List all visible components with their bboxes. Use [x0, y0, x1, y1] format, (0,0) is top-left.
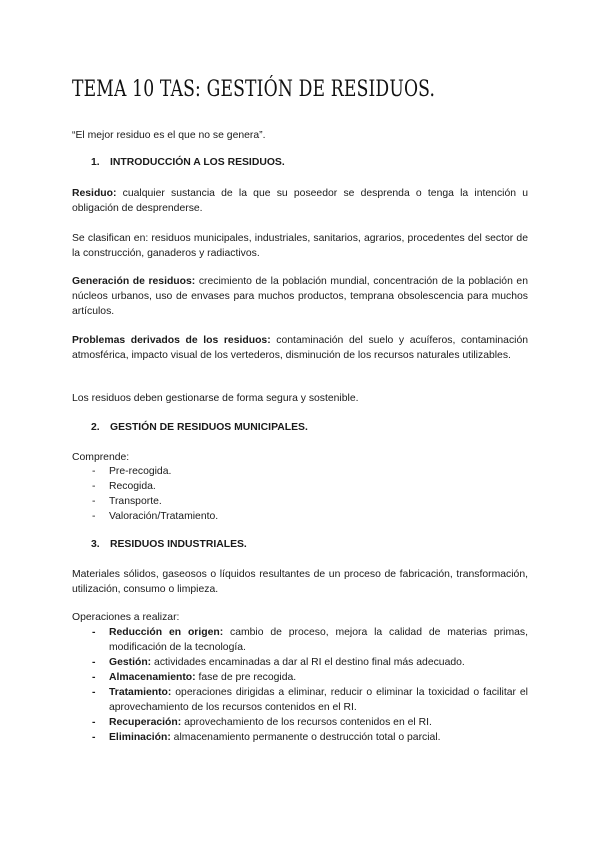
list-intro: Comprende: [72, 452, 130, 463]
term: Problemas derivados de los residuos: [72, 335, 271, 346]
page-title: TEMA 10 TAS: GESTIÓN DE RESIDUOS. [72, 77, 436, 102]
municipal-list [72, 464, 528, 524]
term: Generación de residuos: [72, 276, 196, 287]
list-item: - Gestión: actividades encaminadas a dar al RI el destino final más adecuado. [92, 657, 465, 668]
list-item: - Reducción en origen: cambio de proceso, mejora la calidad de materias primas, modificación de la tecnología. [92, 627, 528, 653]
list-item: - Transporte. [92, 496, 162, 507]
section-title: RESIDUOS INDUSTRIALES. [110, 539, 247, 550]
term: Eliminación: [109, 732, 171, 743]
list-item: - Eliminación: almacenamiento permanente o destrucción total o parcial. [92, 732, 441, 743]
paragraph-clasificacion: Se clasifican en: residuos municipales, industriales, sanitarios, agrarios, procedentes del sector de la construcción, ganaderos y radiactivos. [72, 233, 528, 259]
paragraph-problemas: Problemas derivados de los residuos: contaminación del suelo y acuíferos, contaminación atmosférica, impacto visual de los vertederos, disminución de los recursos naturales utilizables. [72, 335, 529, 361]
term: Almacenamiento: [109, 672, 196, 683]
term: Reducción en origen: [109, 627, 224, 638]
term: Residuo: [72, 188, 117, 199]
list-item: - Recogida. [92, 481, 156, 492]
list-item: - Valoración/Tratamiento. [92, 511, 219, 522]
paragraph-residuo: Residuo: cualquier sustancia de la que su poseedor se desprenda o tenga la intención u obligación de desprenderse. [72, 188, 528, 214]
section-title: GESTIÓN DE RESIDUOS MUNICIPALES. [110, 422, 308, 433]
section-number: 2. [91, 422, 100, 433]
paragraph-gestion-segura: Los residuos deben gestionarse de forma segura y sostenible. [72, 393, 359, 404]
term: Gestión: [109, 657, 152, 668]
list-intro: Operaciones a realizar: [72, 612, 180, 623]
operations-list [72, 625, 528, 745]
list-item: - Recuperación: aprovechamiento de los recursos contenidos en el RI. [92, 717, 432, 728]
list-item: - Tratamiento: operaciones dirigidas a eliminar, reducir o eliminar la toxicidad o facilitar el aprovechamiento de los recursos contenidos en el RI. [92, 687, 528, 713]
section-number: 3. [91, 539, 100, 550]
paragraph-generacion: Generación de residuos: crecimiento de la población mundial, concentración de la población en núcleos urbanos, uso de envases para muchos productos, temprana obsolescencia para muchos artículos. [72, 276, 528, 317]
section-number: 1. [91, 157, 100, 168]
term: Tratamiento: [109, 687, 172, 698]
list-item: - Almacenamiento: fase de pre recogida. [92, 672, 297, 683]
section-heading-2 [72, 420, 547, 435]
term: Recuperación: [109, 717, 182, 728]
section-heading-1 [72, 155, 547, 170]
quote: “El mejor residuo es el que no se genera”. [72, 130, 266, 141]
section-title: INTRODUCCIÓN A LOS RESIDUOS. [110, 157, 285, 168]
list-item: - Pre-recogida. [92, 466, 172, 477]
paragraph-materiales: Materiales sólidos, gaseosos o líquidos resultantes de un proceso de fabricación, transformación, utilización, consumo o limpieza. [72, 569, 528, 595]
section-heading-3 [72, 537, 547, 552]
